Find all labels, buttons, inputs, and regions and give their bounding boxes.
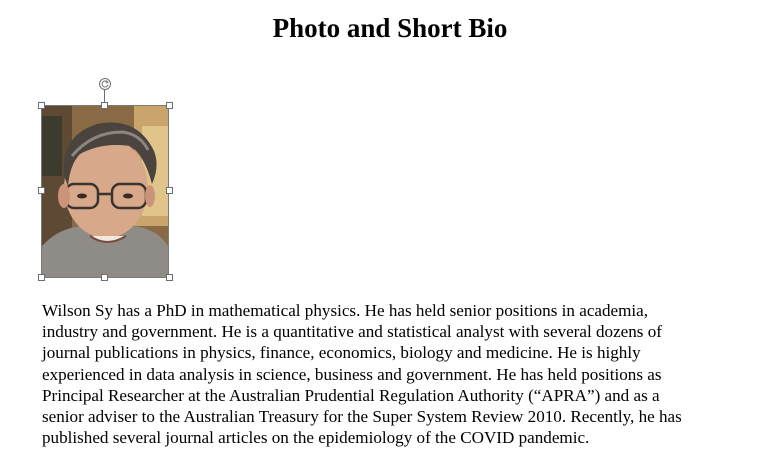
resize-handle-middle-left[interactable] [38, 187, 45, 194]
resize-handle-bottom-center[interactable] [101, 274, 108, 281]
person-portrait-photo[interactable] [42, 106, 168, 277]
resize-handle-bottom-right[interactable] [166, 274, 173, 281]
bio-line: Principal Researcher at the Australian Prudential Regulation Authority (“APRA”) and as a [42, 385, 660, 405]
selected-image-frame[interactable] [41, 105, 169, 278]
resize-handle-middle-right[interactable] [166, 187, 173, 194]
bio-line: Wilson Sy has a PhD in mathematical physics. He has held senior positions in academia, [42, 301, 649, 320]
page-title: Photo and Short Bio [272, 13, 508, 43]
resize-handle-top-center[interactable] [101, 102, 108, 109]
bio-line: journal publications in physics, finance, economics, biology and medicine. He is highly [42, 343, 641, 363]
bio-line: experienced in data analysis in science, business and government. He has held positions as [42, 364, 662, 384]
bio-line: industry and government. He is a quantitative and statistical analyst with several dozens of [42, 322, 662, 342]
bio-paragraph [42, 300, 767, 448]
resize-handle-bottom-left[interactable] [38, 274, 45, 281]
bio-line: published several journal articles on the epidemiology of the COVID pandemic. [42, 428, 590, 448]
resize-handle-top-right[interactable] [166, 102, 173, 109]
resize-handle-top-left[interactable] [38, 102, 45, 109]
rotate-handle-icon[interactable] [99, 78, 111, 90]
bio-line: senior adviser to the Australian Treasury for the Super System Review 2010. Recently, he has [42, 407, 682, 427]
